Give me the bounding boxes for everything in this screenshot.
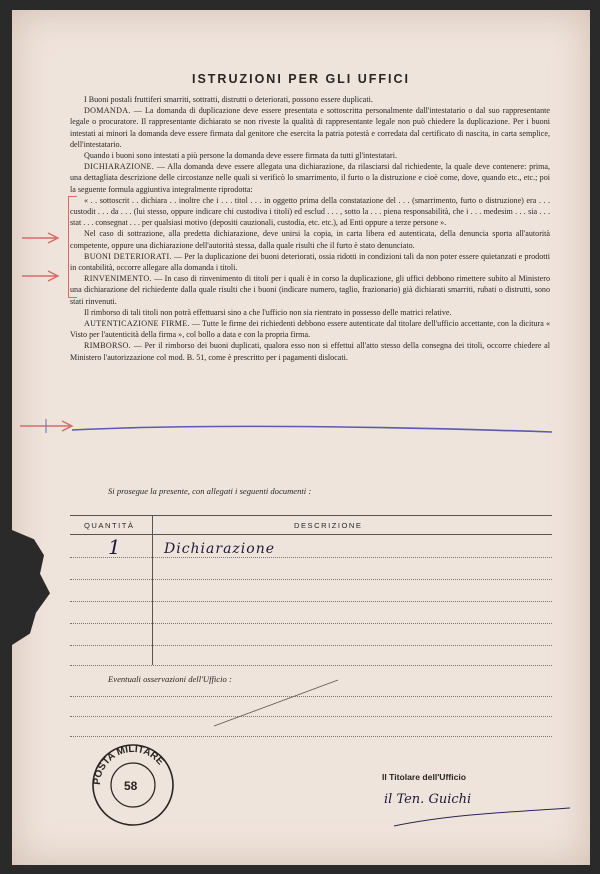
paragraph-dichiarazione: DICHIARAZIONE. — Alla domanda deve essere allegata una dichiarazione, da rilasciarsi dal richiedente, la quale deve contenere: prima, una dettagliata descrizione delle circostanze nelle quali si verificò lo smarrimento, il furto o la distruzione e cioè come, dove, quando etc., etc.; poi la seguente formula aggiuntiva integralmente riprodotta: [70, 162, 550, 194]
observations-line [70, 736, 552, 737]
table-column-divider [152, 515, 153, 665]
postmark-stamp-icon [88, 740, 178, 830]
description-cell: Dichiarazione [164, 541, 276, 557]
paragraph-rimborso: RIMBORSO. — Per il rimborso dei buoni duplicati, qualora esso non si effettui all'atto stesso della consegna dei titoli, occorre chiedere al Ministero l'autorizzazione col mod. B. 51, come è prescritto per i pagamenti dislocati. [70, 341, 550, 362]
table-header-quantity: QUANTITÀ [84, 521, 135, 530]
red-arrow-icon [20, 270, 62, 282]
documents-intro: Si prosegue la presente, con allegati i seguenti documenti : [108, 486, 312, 496]
heading-domanda: DOMANDA. [84, 106, 131, 116]
stamp-number: 58 [124, 779, 138, 793]
observations-label: Eventuali osservazioni dell'Ufficio : [108, 674, 232, 684]
heading-deteriorati: BUONI DETERIORATI. [84, 251, 172, 261]
handwritten-signature: il Ten. Guichi [384, 792, 472, 807]
red-bracket-mark [68, 196, 77, 298]
paragraph-piu-persone: Quando i buoni sono intestati a più persone la domanda deve essere firmata da tutti gl'intestatari. [84, 151, 397, 161]
signature-label: Il Titolare dell'Ufficio [382, 772, 467, 782]
paragraph-deteriorati: BUONI DETERIORATI. — Per la duplicazione dei buoni deteriorati, ossia ridotti in condizioni tali da non poter essere quietanzati e prodotti in contabilità, occorre allegare alla domanda i titoli. [70, 251, 550, 273]
signature-flourish [392, 806, 572, 830]
blue-underline-mark [72, 422, 552, 434]
paragraph-intro: I Buoni postali fruttiferi smarriti, sottratti, distrutti o deteriorati, possono essere duplicati. [84, 95, 373, 104]
paragraph-formula: « . . sottoscrit . . dichiara . . inoltre che i . . . titol . . . in oggetto prima della constatazione del . . . (smarrimento, furto o distruzione) era . . . custodit . . . da . . . (lui stesso, oppure indicare chi custodiva i titoli) ed esclud . . . , sotto la . . . piena responsabilità, che i . . . medesim . . . sia . . . stat . . . consegnat . . . per qualsiasi motivo (depositi cauzionali, custodia, etc. etc.), ad Enti oppure a terze persone ». [70, 195, 550, 228]
red-arrow-icon [18, 419, 78, 433]
document-title: ISTRUZIONI PER GLI UFFICI [191, 72, 411, 86]
paragraph-rinvenimento: RINVENIMENTO. — In caso di rinvenimento di titoli per i quali è in corso la duplicazione, gli uffici debbono rimettere subito al Ministero una dichiarazione del richiedente dalla quale risulti che i buoni (indicare numero, taglio, frazionario) già dichiarati smarriti, rubati o distrutti, sono stati rinvenuti. [70, 274, 550, 306]
table-row-line [70, 665, 552, 666]
table-row-line [70, 645, 552, 646]
stamp-text: POSTA MILITARE [91, 743, 166, 786]
table-row-line [70, 601, 552, 602]
heading-rinvenimento: RINVENIMENTO. [84, 274, 152, 284]
paragraph-rimborso-titoli: Il rimborso di tali titoli non potrà effettuarsi sino a che l'ufficio non sia rientrato in possesso delle matrici relative. [84, 307, 452, 317]
table-top-rule [70, 515, 552, 516]
heading-dichiarazione: DICHIARAZIONE. [84, 162, 155, 172]
red-arrow-icon [20, 232, 62, 244]
paragraph-domanda: DOMANDA. — La domanda di duplicazione deve essere presentata e sottoscritta personalmente dall'intestatario o dal suo rappresentante legale o procuratore. Il rappresentante dichiarato se non riveste la qualità di rappresentante legale non può chiedere la duplicazione. Per i buoni intestati ai minori la domanda deve essere firmata dal genitore che esercita la patria potestà e corredata dal certificato di nascita, in carta semplice, dell'intestatario. [70, 106, 550, 149]
pencil-stroke-mark [212, 678, 342, 728]
document-sheet [12, 10, 590, 865]
torn-corner [12, 530, 52, 645]
instructions-body [70, 94, 550, 363]
quantity-cell: 1 [108, 535, 121, 559]
table-header-description: DESCRIZIONE [294, 521, 363, 530]
paragraph-autenticazione: AUTENTICAZIONE FIRME. — Tutte le firme dei richiedenti debbono essere autenticate dal titolare dell'ufficio accettante, con la dicitura « Visto per l'autenticità della firma », col bollo a data e con la propria firma. [70, 319, 550, 340]
table-row-line [70, 557, 552, 558]
table-row-line [70, 579, 552, 580]
table-header-rule [70, 534, 552, 535]
table-row-line [70, 623, 552, 624]
paragraph-sottrazione: Nel caso di sottrazione, alla predetta dichiarazione, deve unirsi la copia, in carta libera ed autenticata, della denuncia sporta all'autorità competente, oppure una dichiarazione dell'autorità stessa, dalla quale risulti che il furto è stato denunciato. [70, 229, 550, 250]
heading-autenticazione: AUTENTICAZIONE FIRME. [84, 319, 190, 329]
heading-rimborso: RIMBORSO. [84, 341, 132, 351]
